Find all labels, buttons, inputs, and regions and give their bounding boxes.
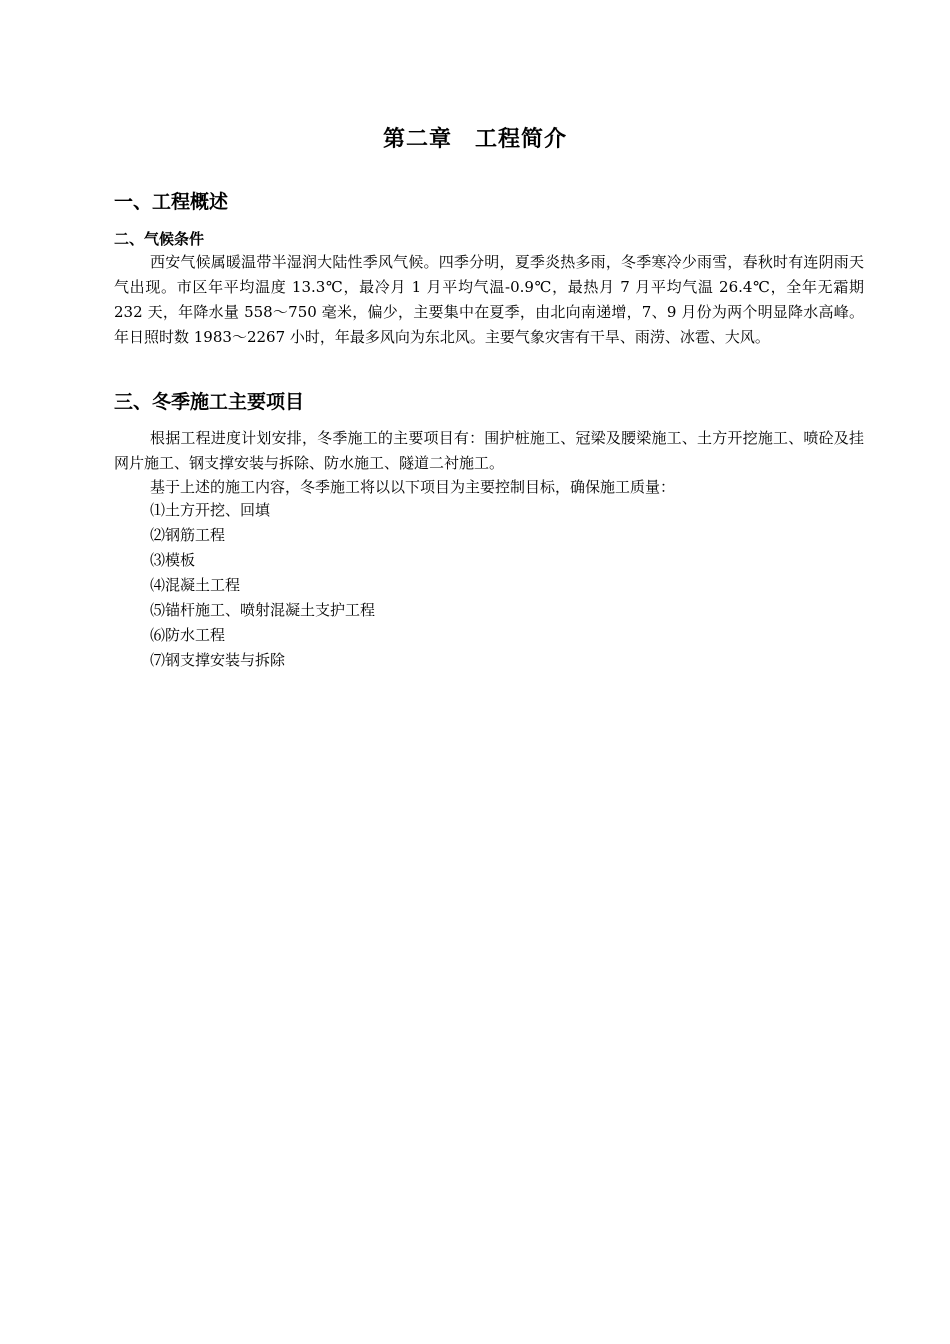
list-item: ⑶模板 [150,551,196,569]
chapter-title: 第二章 工程简介 [382,127,567,152]
climate-paragraph: 西安气候属暖温带半湿润大陆性季风气候。四季分明，夏季炎热多雨，冬季寒冷少雨雪，春秋时有连阴雨天气出现。市区年平均温度 13.3℃，最冷月 1 月平均气温-0.9℃，最热月 7 月平均气温 26.4℃，全年无霜期 232 天，年降水量 558～750 毫米，偏少，主要集中在夏季，由北向南递增，7、9 月份为两个明显降水高峰。年日照时数 1983～2267 小时，年最多风向为东北风。主要气象灾害有干旱、雨涝、冰雹、大风。 [114,253,864,346]
winter-items-paragraph: 根据工程进度计划安排，冬季施工的主要项目有：围护桩施工、冠梁及腰梁施工、土方开挖施工、喷砼及挂网片施工、钢支撑安装与拆除、防水施工、隧道二衬施工。 [114,429,864,472]
section-heading-overview: 一、工程概述 [114,191,229,213]
section-heading-winter-items: 三、冬季施工主要项目 [114,391,305,413]
list-item: ⑷混凝土工程 [150,576,241,594]
list-item: ⑴土方开挖、回填 [150,501,271,519]
list-item: ⑺钢支撑安装与拆除 [150,651,286,669]
control-items-list [150,498,375,673]
list-item: ⑹防水工程 [150,626,226,644]
list-item: ⑵钢筋工程 [150,526,226,544]
list-item: ⑸锚杆施工、喷射混凝土支护工程 [150,601,376,619]
section-heading-climate: 二、气候条件 [114,230,205,248]
control-targets-paragraph: 基于上述的施工内容，冬季施工将以以下项目为主要控制目标，确保施工质量： [150,478,676,496]
